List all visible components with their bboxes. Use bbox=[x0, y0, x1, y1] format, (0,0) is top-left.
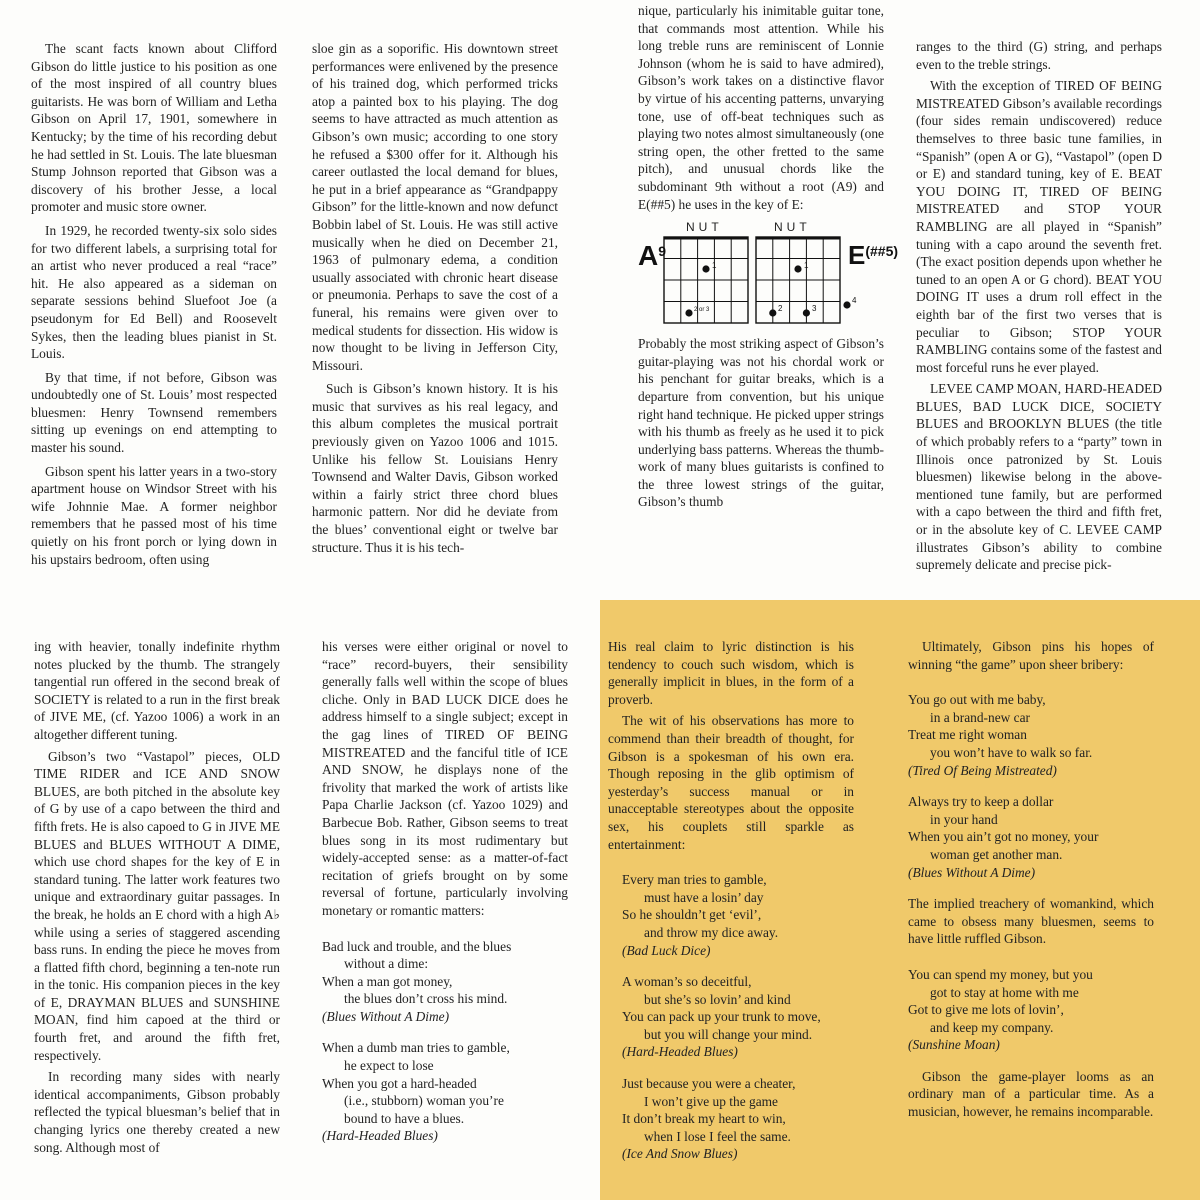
booklet-page-top-right bbox=[600, 0, 1200, 600]
paragraph: Gibson spent his latter years in a two-story apartment house on Windsor Street with his wife Johnnie Mae. A former neighbor remembers that he passed most of his time quietly on his front porch or lying down in his upstairs bedroom, often using bbox=[31, 463, 277, 567]
song-source: (Hard-Headed Blues) bbox=[622, 1044, 738, 1060]
lyric-verse: A woman’s so deceitful, but she’s so lovin’ and kind You can pack up your trunk to move, but you will change your mind. (Hard-Headed Blues) bbox=[608, 973, 854, 1061]
paragraph: Probably the most striking aspect of Gibson’s guitar-playing was not his chordal work or his penchant for guitar breaks, which is a departure from convention, but his unique right hand technique. He picked upper strings with his thumb as freely as he used it to pick underlying bass patterns. Whereas the thumb-work of many blues guitarists is confined to the three lowest strings of the guitar, Gibson’s thumb bbox=[638, 336, 884, 510]
song-source: (Blues Without A Dime) bbox=[322, 1008, 450, 1024]
text-column-2 bbox=[916, 38, 1162, 578]
text-column-2 bbox=[322, 638, 568, 1145]
paragraph: sloe gin as a soporific. His downtown street performances were enlivened by the presence of his trained dog, which performed tricks atop a painted box to his playing. The dog seems to have attracted as much attention as Gibson’s own music; according to one story he refused a $300 offer for it. Although his career outlasted the local demand for blues, he put in a brief appearance as “Grandpappy Gibson” for the little-known and now defunct Bobbin label of St. Louis. He was still active musically when he died on December 21, 1963 of pulmonary edema, a condition usually associated with chronic heart disease or pneumonia. Perhaps to save the cost of a funeral, his remains were given over to medical students for dissection. His widow is now thought to be living in Jefferson City, Missouri. bbox=[312, 41, 558, 373]
paragraph: ranges to the third (G) string, and perhaps even to the treble strings. bbox=[916, 39, 1162, 72]
paragraph: Gibson the game-player looms as an ordinary man of a particular time. As a musician, however, he remains incomparable. bbox=[908, 1068, 1154, 1120]
booklet-page-bottom-left bbox=[0, 600, 600, 1200]
text-column-1 bbox=[34, 638, 280, 1160]
finger-number: 1 bbox=[804, 261, 809, 271]
chord-grid-a9 bbox=[662, 235, 752, 327]
paragraph: Gibson’s two “Vastapol” pieces, OLD TIME RIDER and ICE AND SNOW BLUES, are both pitched in the absolute key of G by use of a capo between the third and fifth frets. He is also capoed to G in JIVE ME BLUES and BLUES WITHOUT A DIME, which use chord shapes for the key of E in standard tuning. The latter work features two unique and extraordinary guitar passages. In the break, he holds an E chord with a high A♭ while using a series of staggered ascending bass runs. In ending the piece he moves from a flatted fifth chord, beginning a ten-note run in the tonic. His companion pieces in the key of E, DRAYMAN BLUES and SUNSHINE MOAN, find him capoed at the third or fourth fret, and around the fifth fret, respectively. bbox=[34, 748, 280, 1063]
finger-number: 3 bbox=[812, 304, 817, 314]
lyric-verse: You go out with me baby, in a brand-new car Treat me right woman you won’t have to walk so far. (Tired Of Being Mistreated) bbox=[908, 691, 1154, 779]
song-source: (Sunshine Moan) bbox=[908, 1037, 1000, 1053]
finger-number: 4 bbox=[852, 297, 857, 306]
booklet-page-bottom-right bbox=[600, 600, 1200, 1200]
paragraph: nique, particularly his inimitable guitar tone, that commands most attention. While his long treble runs are reminiscent of Lonnie Johnson (whom he is said to have admired), Gibson’s work takes on a distinctive flavor by virtue of his accenting patterns, unvarying tone, use of off-beat techniques such as playing two notes almost simultaneously (one string open, the other fretted to the same pitch), and unusual chords like the subdominant 9th without a root (A9) and E(##5) he uses in the key of E: bbox=[638, 3, 884, 212]
text-column-1 bbox=[31, 40, 277, 572]
text-column-2 bbox=[312, 40, 558, 560]
nut-label: NUT bbox=[774, 220, 811, 235]
paragraph: The wit of his observations has more to commend than their breadth of thought, for Gibson is a spokesman of his own era. Though reposing in the glib optimism of yesterday’s success manual or in unacceptable stereotypes about the opposite sex, his couplets still sparkle as entertainment: bbox=[608, 713, 854, 852]
lyric-verse: When a dumb man tries to gamble, he expect to lose When you got a hard-headed (i.e., stubborn) woman you’re bound to have a blues. (Hard-Headed Blues) bbox=[322, 1039, 568, 1145]
paragraph: His real claim to lyric distinction is his tendency to couch such wisdom, which is generally implicit in blues, in the form of a proverb. bbox=[608, 639, 854, 707]
paragraph: In recording many sides with nearly identical accompaniments, Gibson probably reflected the typical bluesman’s belief that in changing lyrics one thereby created a new song. Although most of bbox=[34, 1069, 280, 1155]
paragraph: The implied treachery of womankind, which came to obsess many bluesmen, seems to have little ruffled Gibson. bbox=[908, 896, 1154, 947]
song-source: (Blues Without A Dime) bbox=[908, 864, 1036, 880]
song-source: (Bad Luck Dice) bbox=[622, 942, 711, 958]
paragraph: By that time, if not before, Gibson was undoubtedly one of St. Louis’ most respected bluesmen: Henry Townsend remembers sitting up evenings on end attempting to master his sound. bbox=[31, 369, 277, 456]
paragraph: Ultimately, Gibson pins his hopes of winning “the game” upon sheer bribery: bbox=[908, 639, 1154, 672]
finger-number: 2 or 3 bbox=[694, 307, 710, 314]
chord-name-e-sharp5: $E^{(\#\#5)}$ bbox=[848, 240, 899, 271]
text-column-1 bbox=[608, 638, 854, 1163]
paragraph: his verses were either original or novel to “race” record-buyers, their sensibility generally falls well within the scope of blues cliche. Only in BAD LUCK DICE does he address himself to a single subject; except in the gag lines of TIRED OF BEING MISTREATED and the fanciful title of ICE AND SNOW, he displays none of the frivolity that marked the work of artists like Papa Charlie Jackson (cf. Yazoo 1029) and Barbecue Bob. Rather, Gibson seems to treat blues song in its most rudimentary but widely-accepted sense: as a matter-of-fact recitation of griefs brought on by some reversal of fortune, particularly involving monetary or romantic matters: bbox=[322, 639, 568, 918]
paragraph: Such is Gibson’s known history. It is his music that survives as his real legacy, and this album completes the musical portrait previously given on Yazoo 1006 and 1015. Unlike his fellow St. Louisians Henry Townsend and Walter Davis, Gibson worked within a fairly strict three chord blues harmonic pattern. Nor did he deviate from the blues’ conventional eight or twelve bar structure. Thus it is his tech- bbox=[312, 381, 558, 555]
song-source: (Ice And Snow Blues) bbox=[622, 1146, 738, 1162]
chord-name-a9: $A^9$ bbox=[638, 240, 667, 272]
booklet-page-top-left bbox=[0, 0, 600, 600]
text-column-2 bbox=[908, 638, 1154, 1125]
finger-number: 1 bbox=[712, 261, 717, 271]
text-column-1 bbox=[638, 2, 899, 515]
song-source: (Tired Of Being Mistreated) bbox=[908, 762, 1057, 778]
paragraph: LEVEE CAMP MOAN, HARD-HEADED BLUES, BAD LUCK DICE, SOCIETY BLUES and BROOKLYN BLUES (the title of which probably refers to a “party” town in Illinois once patronized by St. Louis bluesmen) likewise belong in the above-mentioned tune family, but are performed with a capo between the third and fifth fret, or in the absolute key of C. LEVEE CAMP illustrates Gibson’s ability to combine supremely delicate and precise pick- bbox=[916, 381, 1162, 573]
paragraph: ing with heavier, tonally indefinite rhythm notes plucked by the thumb. The strangely tangential run offered in the second break of SOCIETY is related to a run in the first break of JIVE ME, (cf. Yazoo 1006) a work in an altogether different tuning. bbox=[34, 639, 280, 742]
paragraph: In 1929, he recorded twenty-six solo sides for two different labels, a surprising total for an artist who never produced a real “race” hit. He also appeared as a sideman on separate sessions behind Sluefoot Joe (a pseudonym for Ed Bell) and Roosevelt Sykes, then the leading blues pianist in St. Louis. bbox=[31, 222, 277, 362]
lyric-verse: Always try to keep a dollar in your hand When you ain’t got no money, your woman get another man. (Blues Without A Dime) bbox=[908, 793, 1154, 881]
chord-finger-4-marker bbox=[843, 297, 859, 313]
song-source: (Hard-Headed Blues) bbox=[322, 1128, 438, 1144]
finger-number: 2 bbox=[778, 304, 783, 314]
chord-diagrams bbox=[638, 217, 899, 329]
chord-grid-e-sharp5 bbox=[754, 235, 844, 327]
lyric-verse: Every man tries to gamble, must have a losin’ day So he shouldn’t get ‘evil’, and throw my dice away. (Bad Luck Dice) bbox=[608, 871, 854, 959]
paragraph: With the exception of TIRED OF BEING MISTREATED Gibson’s available recordings (four sides remain undiscovered) reduce themselves to three basic tune families, in “Spanish” (open A or G), “Vastapol” (open D or E) and standard tuning, key of E. BEAT YOU DOING IT, TIRED OF BEING MISTREATED and STOP YOUR RAMBLING are all played in “Spanish” tuning with a capo around the seventh fret. (The exact position depends upon whether he tuned to an open A or G chord). BEAT YOU DOING IT uses a drum roll effect in the eighth bar of the first two verses that is peculiar to Gibson; STOP YOUR RAMBLING contains some of the fastest and most forceful runs he ever played. bbox=[916, 78, 1162, 375]
paragraph: The scant facts known about Clifford Gibson do little justice to his position as one of the most inspired of all country blues guitarists. He was born of William and Letha Gibson on April 17, 1901, somewhere in Kentucky; by the time of his recording debut he had settled in St. Louis. The late bluesman Stump Johnson reported that Gibson was a discovery of his brother Jesse, a local promoter and music store owner. bbox=[31, 41, 277, 215]
lyric-verse: You can spend my money, but you got to stay at home with me Got to give me lots of lovin’, and keep my company. (Sunshine Moan) bbox=[908, 966, 1154, 1054]
lyric-verse: Bad luck and trouble, and the blues without a dime: When a man got money, the blues don’t cross his mind. (Blues Without A Dime) bbox=[322, 938, 568, 1026]
nut-label: NUT bbox=[686, 220, 723, 235]
lyric-verse: Just because you were a cheater, I won’t give up the game It don’t break my heart to win, when I lose I feel the same. (Ice And Snow Blues) bbox=[608, 1075, 854, 1163]
